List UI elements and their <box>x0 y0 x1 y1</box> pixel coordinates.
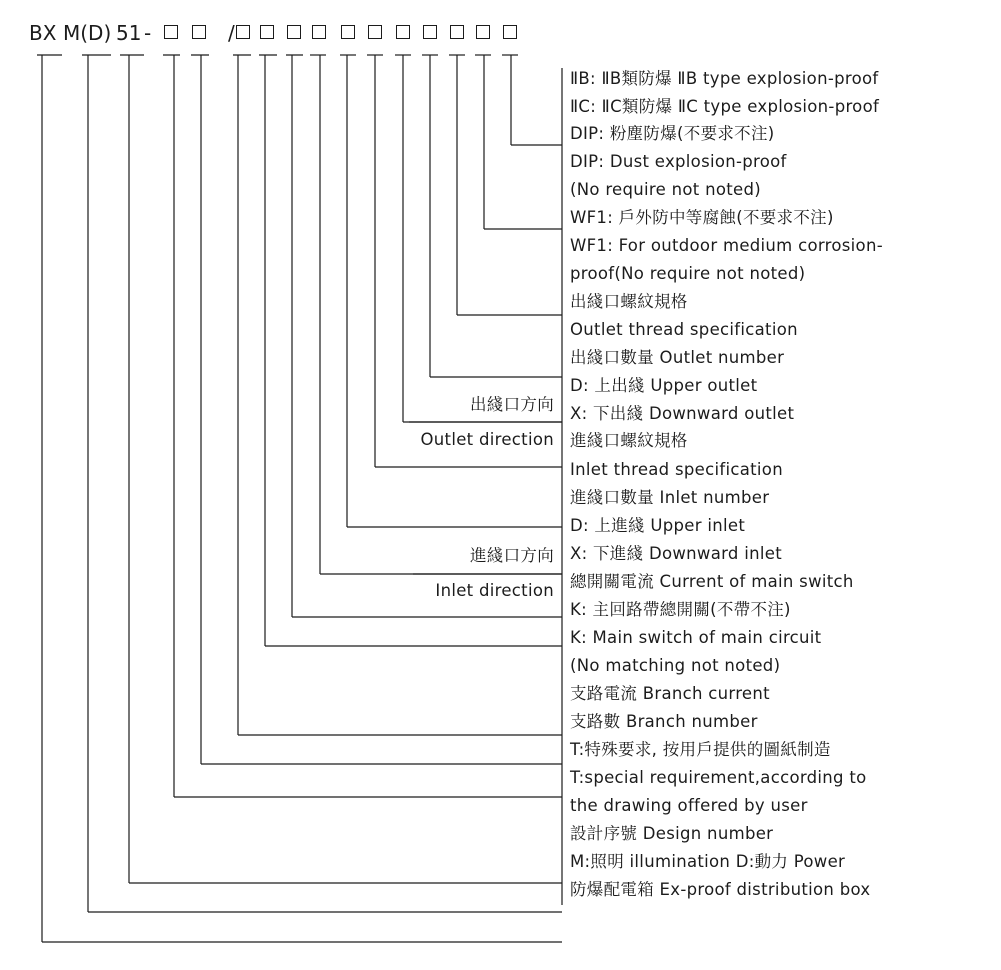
desc-dip-note: (No require not noted) <box>570 180 761 199</box>
code-box <box>450 25 464 39</box>
code-box <box>503 25 517 39</box>
code-dash: - <box>144 21 152 45</box>
desc-upper-outlet: D: 上出綫 Upper outlet <box>570 376 758 395</box>
code-box <box>368 25 382 39</box>
desc-iic: ⅡC: ⅡC類防爆 ⅡC type explosion-proof <box>570 97 880 116</box>
code-box <box>476 25 490 39</box>
desc-dip-cn: DIP: 粉塵防爆(不要求不注) <box>570 124 775 143</box>
desc-downward-inlet: X: 下進綫 Downward inlet <box>570 544 782 563</box>
code-box <box>423 25 437 39</box>
code-box <box>260 25 274 39</box>
desc-main-switch-note: (No matching not noted) <box>570 656 781 675</box>
inlet-direction-en: Inlet direction <box>435 581 554 600</box>
code-box <box>164 25 178 39</box>
desc-branch-number: 支路數 Branch number <box>570 712 758 731</box>
code-box <box>312 25 326 39</box>
desc-special-en: T:special requirement,according to <box>570 768 867 787</box>
desc-special-en-2: the drawing offered by user <box>570 796 808 815</box>
desc-inlet-thread-en: Inlet thread specification <box>570 460 783 479</box>
code-series-number: 51 <box>116 21 142 45</box>
outlet-direction-en: Outlet direction <box>420 430 554 449</box>
desc-downward-outlet: X: 下出綫 Downward outlet <box>570 404 795 423</box>
code-slash: / <box>228 21 235 45</box>
inlet-direction-cn: 進綫口方向 <box>470 546 554 565</box>
desc-wf1-en: WF1: For outdoor medium corrosion- <box>570 236 883 255</box>
desc-outlet-thread-en: Outlet thread specification <box>570 320 798 339</box>
code-box <box>341 25 355 39</box>
code-box <box>287 25 301 39</box>
desc-outlet-number: 出綫口數量 Outlet number <box>570 348 785 367</box>
desc-main-switch-current: 總開關電流 Current of main switch <box>570 572 854 591</box>
code-bx: BX <box>29 21 57 45</box>
desc-illumination-power: M:照明 illumination D:動力 Power <box>570 852 846 871</box>
desc-main-switch-en: K: Main switch of main circuit <box>570 628 822 647</box>
desc-inlet-thread-cn: 進綫口螺紋規格 <box>570 431 688 450</box>
desc-wf1-cn: WF1: 戶外防中等腐蝕(不要求不注) <box>570 208 834 227</box>
code-box <box>396 25 410 39</box>
desc-branch-current: 支路電流 Branch current <box>570 684 770 703</box>
code-box <box>236 25 250 39</box>
code-md: M(D) <box>63 21 112 45</box>
desc-distribution-box: 防爆配電箱 Ex-proof distribution box <box>570 880 871 899</box>
code-box <box>192 25 206 39</box>
desc-upper-inlet: D: 上進綫 Upper inlet <box>570 516 746 535</box>
desc-design-number: 設計序號 Design number <box>570 824 774 843</box>
desc-special-cn: T:特殊要求, 按用戶提供的圖紙制造 <box>570 740 831 759</box>
outlet-direction-cn: 出綫口方向 <box>470 395 554 414</box>
desc-outlet-thread-cn: 出綫口螺紋規格 <box>570 292 688 311</box>
desc-main-switch-cn: K: 主回路帶總開關(不帶不注) <box>570 600 791 619</box>
desc-iib: ⅡB: ⅡB類防爆 ⅡB type explosion-proof <box>570 69 879 88</box>
desc-wf1-en-2: proof(No require not noted) <box>570 264 806 283</box>
desc-inlet-number: 進綫口數量 Inlet number <box>570 488 770 507</box>
desc-dip-en: DIP: Dust explosion-proof <box>570 152 787 171</box>
